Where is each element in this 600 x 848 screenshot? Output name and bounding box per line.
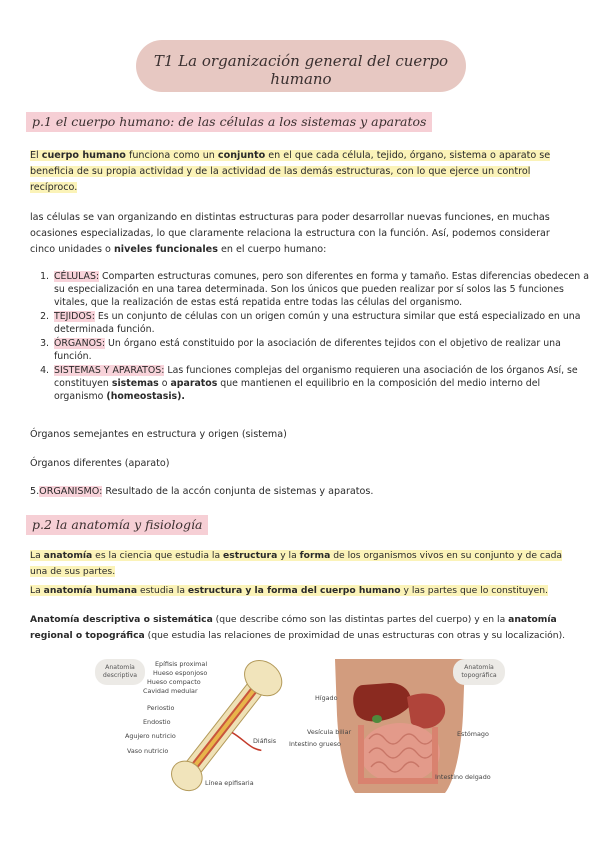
organismo-line: 5.ORGANISMO: Resultado de la accón conjunta de sistemas y aparatos. [30, 486, 374, 497]
abdomen-figure [285, 655, 500, 795]
abdomen-label-1: Vesícula biliar [307, 728, 352, 736]
note-aparato: Órganos diferentes (aparato) [30, 458, 170, 469]
level-item-organos: 3. ÓRGANOS: Un órgano está constituido por la asociación de diferentes tejidos con el objetivo de realizar una función. [52, 337, 592, 363]
bone-label-2: Hueso compacto [147, 678, 201, 686]
levels-list [30, 270, 592, 404]
bone-label-3: Cavidad medular [143, 687, 198, 695]
bone-label-0: Epífisis proximal [155, 660, 208, 668]
abdomen-label-0: Hígado [315, 694, 338, 702]
abdomen-label-3: Estómago [457, 730, 489, 738]
levels-intro-paragraph: las células se van organizando en distintas estructuras para poder desarrollar nuevas funciones, en muchas ocasiones especializadas, lo que claramente relaciona la estructura con la función. Así, podemos considerar cinco unidades o niveles funcionales en el cuerpo humano: [30, 212, 550, 255]
note-sistema: Órganos semejantes en estructura y origen (sistema) [30, 429, 287, 440]
bone-label-9: Línea epifisaria [205, 779, 254, 787]
intro-paragraph: El cuerpo humano funciona como un conjunto en el que cada célula, tejido, órgano, sistema o aparato se beneficia de su propia actividad y de la actividad de las demás estructuras, con lo que ejerce un control recíproco. [30, 150, 551, 193]
page-title: T1 La organización general del cuerpo humano [153, 52, 449, 88]
bone-label-8: Diáfisis [253, 737, 277, 745]
section2-heading: p.2 la anatomía y fisiología [26, 515, 208, 535]
level-item-celulas: 1. CÉLULAS: Comparten estructuras comunes, pero son diferentes en forma y tamaño. Estas diferencias obedecen a su especialización en una tarea determinada. Son los únicos que pueden realizar por sí solos las 5 funciones vitales, que la realización de estas está repatida entre todas las células del organismo. [52, 270, 592, 309]
bone-label-1: Hueso esponjoso [153, 669, 208, 677]
abdomen-label-4: Intestino delgado [435, 773, 491, 781]
anatomia-topografica-badge: Anatomía topográfica [453, 659, 505, 685]
level-item-sistemas: 4. SISTEMAS Y APARATOS: Las funciones complejas del organismo requieren una asociación de los órganos Así, se constituyen sistemas o aparatos que mantienen el equilibrio en la composición del medio interno del organismo (homeostasis). [52, 364, 592, 403]
bone-label-6: Agujero nutricio [125, 732, 176, 740]
bone-label-7: Vaso nutricio [127, 747, 169, 755]
bone-figure [95, 655, 295, 795]
section1-heading: p.1 el cuerpo humano: de las células a los sistemas y aparatos [26, 112, 432, 132]
anatomia-types: Anatomía descriptiva o sistemática (que describe cómo son las distintas partes del cuerpo) y en la anatomía regional o topográfica (que estudia las relaciones de proximidad de unas estructuras con otras y su localización). [30, 614, 566, 641]
anatomia-descriptiva-badge: Anatomía descriptiva [95, 659, 145, 685]
anatomia-humana-definition: La anatomía humana estudia la estructura y la forma del cuerpo humano y las partes que lo constituyen. [30, 585, 548, 596]
anatomia-definition: La anatomía es la ciencia que estudia la estructura y la forma de los organismos vivos en su conjunto y de cada una de sus partes. [30, 550, 563, 577]
bone-label-4: Periostio [147, 704, 175, 712]
bone-label-5: Endostio [143, 718, 171, 726]
level-item-tejidos: 2. TEJIDOS: Es un conjunto de células con un origen común y una estructura similar que está especializado en una determinada función. [52, 310, 592, 336]
abdomen-label-2: Intestino grueso [289, 740, 341, 748]
